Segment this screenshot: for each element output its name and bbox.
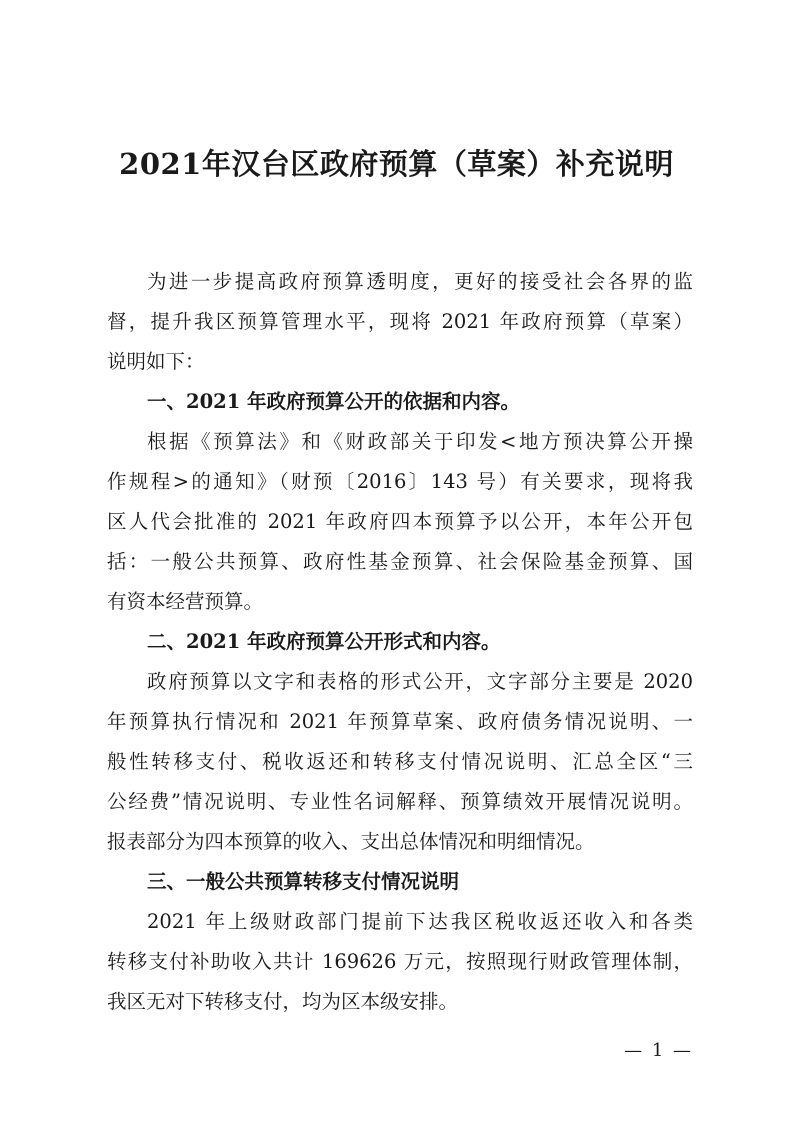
- section-2-line: 般性转移支付、税收返还和转移支付情况说明、汇总全区“三: [107, 750, 693, 773]
- section-2-heading: 二、2021 年政府预算公开形式和内容。: [147, 630, 501, 653]
- intro-line: 督，提升我区预算管理水平，现将 2021 年政府预算（草案）: [107, 310, 693, 333]
- section-2-line: 政府预算以文字和表格的形式公开，文字部分主要是 2020: [147, 670, 693, 693]
- intro-line: 为进一步提高政府预算透明度，更好的接受社会各界的监: [147, 270, 693, 293]
- document-body: [107, 262, 693, 1022]
- section-3-heading: 三、一般公共预算转移支付情况说明: [147, 870, 460, 893]
- section-1-line: 有资本经营预算。: [107, 590, 264, 613]
- document-title: 2021年汉台区政府预算（草案）补充说明: [119, 147, 674, 181]
- section-3-line: 我区无对下转移支付，均为区本级安排。: [107, 990, 459, 1013]
- section-2-line: 公经费”情况说明、专业性名词解释、预算绩效开展情况说明。: [107, 790, 693, 813]
- page-number: — 1 —: [624, 1040, 693, 1061]
- section-3-line: 2021 年上级财政部门提前下达我区税收返还收入和各类: [147, 910, 693, 933]
- section-1-line: 根据《预算法》和《财政部关于印发<地方预决算公开操: [147, 430, 693, 453]
- section-1-line: 括：一般公共预算、政府性基金预算、社会保险基金预算、国: [107, 550, 693, 573]
- section-1-heading: 一、2021 年政府预算公开的依据和内容。: [147, 390, 521, 413]
- intro-line: 说明如下：: [107, 350, 205, 373]
- section-3-line: 转移支付补助收入共计 169626 万元，按照现行财政管理体制，: [107, 950, 693, 973]
- section-1-line: 区人代会批准的 2021 年政府四本预算予以公开，本年公开包: [107, 510, 693, 533]
- section-1-line: 作规程>的通知》（财预〔2016〕143 号）有关要求，现将我: [107, 470, 693, 493]
- section-2-line: 报表部分为四本预算的收入、支出总体情况和明细情况。: [107, 830, 595, 853]
- section-2-line: 年预算执行情况和 2021 年预算草案、政府债务情况说明、一: [107, 710, 693, 733]
